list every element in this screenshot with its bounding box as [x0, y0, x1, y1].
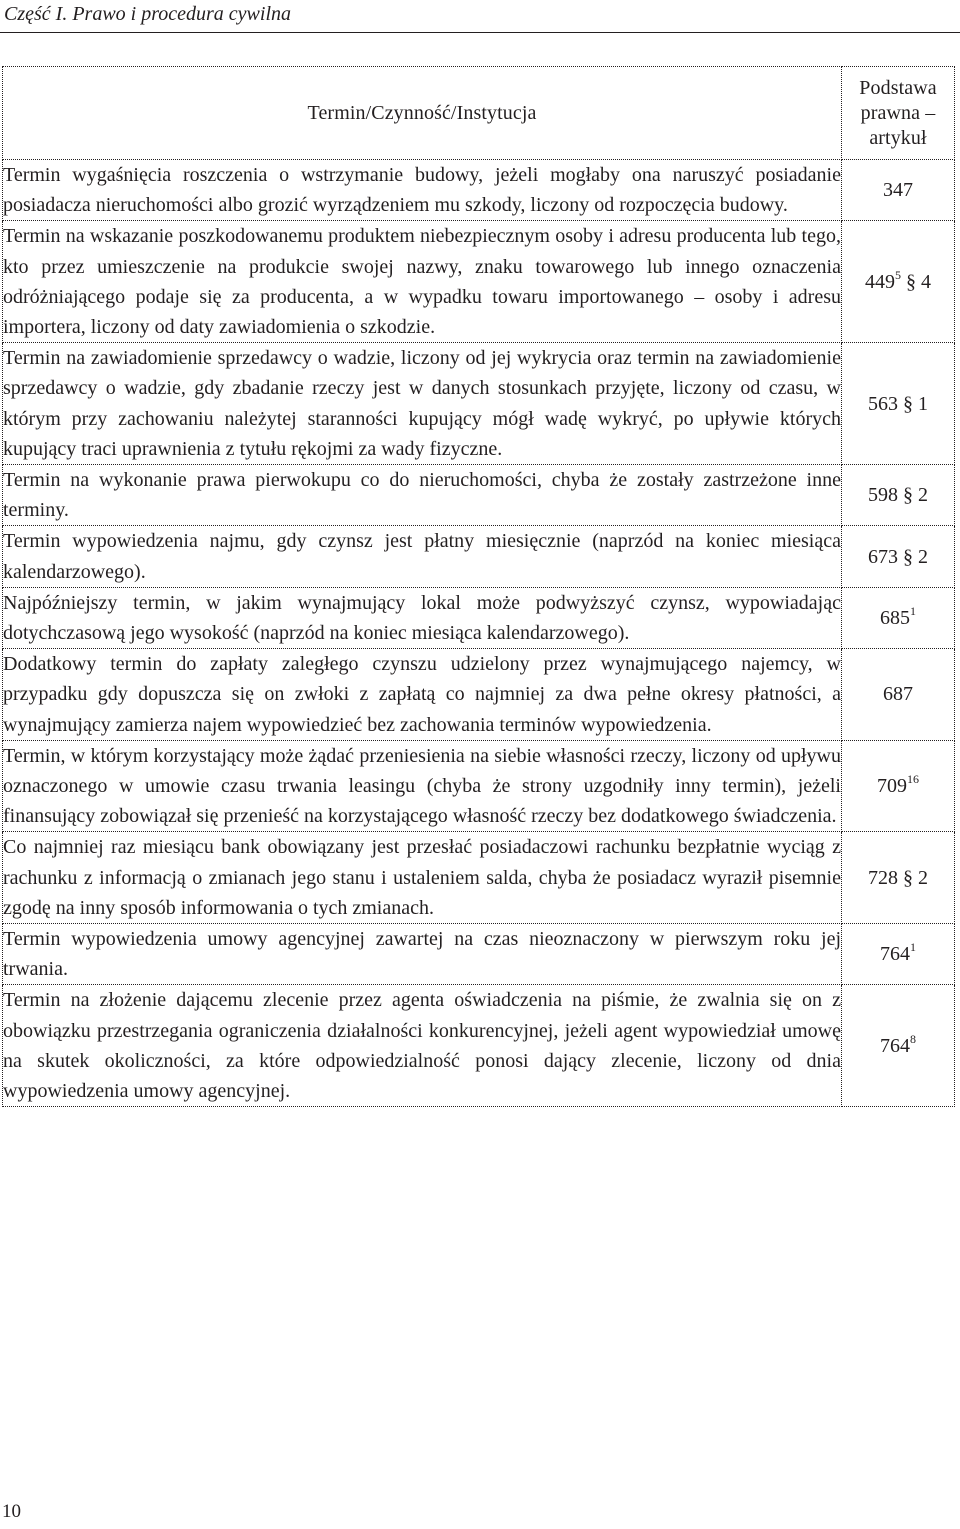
article-number: 728: [868, 866, 898, 889]
legal-basis-cell: [842, 587, 955, 648]
table-row: [3, 465, 955, 526]
term-description: Termin na wykonanie prawa pierwokupu co do nieruchomości, chyba że zostały zastrzeżone inne terminy.: [3, 469, 841, 522]
term-description-cell: [3, 465, 842, 526]
term-description: Termin wygaśnięcia roszczenia o wstrzymanie budowy, jeżeli mogłaby ona naruszyć posiadanie posiadacza nieruchomości albo grozić wyrządzeniem mu szkody, liczony od rozpoczęcia budowy.: [3, 164, 841, 217]
table-row: [3, 924, 955, 985]
article-number: 347: [883, 179, 913, 202]
term-description-cell: [3, 160, 842, 221]
legal-basis-cell: [842, 832, 955, 924]
article-number: 687: [883, 683, 913, 706]
page-number: 10: [2, 1501, 21, 1522]
table-row: [3, 832, 955, 924]
paragraph-number: § 2: [903, 484, 928, 507]
legal-basis-cell: [842, 649, 955, 741]
term-description: Termin wypowiedzenia najmu, gdy czynsz jest płatny miesięcznie (naprzód na koniec miesiąca kalendarzowego).: [3, 530, 841, 583]
article-number: 685: [880, 606, 910, 629]
term-description-cell: [3, 526, 842, 587]
table-row: [3, 740, 955, 832]
article-number: 764: [880, 943, 910, 966]
table-header-row: [3, 67, 955, 160]
article-superscript: 1: [910, 940, 916, 955]
paragraph-number: § 1: [903, 392, 928, 415]
legal-basis-cell: [842, 924, 955, 985]
term-description-cell: [3, 221, 842, 343]
table-row: [3, 526, 955, 587]
running-head: Część I. Prawo i procedura cywilna: [4, 3, 292, 25]
legal-basis-cell: [842, 985, 955, 1107]
article-number: 709: [877, 775, 907, 798]
term-description-cell: [3, 924, 842, 985]
term-description: Termin, w którym korzystający może żądać przeniesienia na siebie własności rzeczy, liczony od upływu oznaczonego w umowie czasu trwania leasingu (chyba że strony uzgodniły inny termin), jeżeli finansujący zobowiązał się przenieść na korzystającego własność rzeczy bez dodatkowego świadczenia.: [3, 744, 841, 828]
article-number: 598: [868, 484, 898, 507]
term-description: Najpóźniejszy termin, w jakim wynajmujący lokal może podwyższyć czynsz, wypowiadając dotychczasową jego wysokość (naprzód na koniec miesiąca kalendarzowego).: [3, 591, 841, 645]
column-header-term: Termin/Czynność/Instytucja: [3, 67, 842, 160]
paragraph-number: § 2: [903, 866, 928, 889]
article-superscript: 1: [910, 603, 916, 618]
article-number: 764: [880, 1034, 910, 1057]
article-number: 449: [865, 270, 895, 293]
article-superscript: 5: [895, 267, 901, 282]
term-description: Dodatkowy termin do zapłaty zaległego czynszu udzielony przez wynajmującego najemcy, w przypadku gdy dopuszcza się on zwłoki z zapłatą co najmniej za dwa pełne okresy płatności, a wynajmujący zamierza najem wypowiedzieć bez zachowania terminów wypowiedzenia.: [3, 653, 841, 736]
legal-basis-cell: [842, 465, 955, 526]
legal-basis-cell: [842, 526, 955, 587]
term-description: Termin na zawiadomienie sprzedawcy o wadzie, liczony od jej wykrycia oraz termin na zawiadomienie sprzedawcy o wadzie, gdy zbadanie rzeczy jest w danych stosunkach przyjęte, liczony od czasu, w którym przy zachowaniu należytej staranności kupujący mógł wadę wykryć, po upływie których kupujący traci uprawnienia z tytułu rękojmi za wady fizyczne.: [3, 347, 841, 460]
basis-header-line-3: artykuł: [869, 126, 927, 149]
terms-table: [2, 66, 955, 1107]
legal-basis-cell: [842, 740, 955, 832]
basis-header-line-1: Podstawa: [859, 76, 937, 99]
table-row: [3, 160, 955, 221]
legal-basis-cell: [842, 160, 955, 221]
term-description-cell: [3, 343, 842, 465]
article-superscript: 8: [910, 1031, 916, 1046]
table-body: [3, 160, 955, 1107]
term-description-cell: [3, 587, 842, 648]
basis-header-line-2: prawna –: [860, 101, 936, 124]
legal-basis-cell: [842, 343, 955, 465]
table-row: [3, 985, 955, 1107]
term-description-cell: [3, 985, 842, 1107]
legal-basis-cell: [842, 221, 955, 343]
article-number: 563: [868, 392, 898, 415]
table-row: [3, 587, 955, 648]
term-description-cell: [3, 649, 842, 741]
term-description-cell: [3, 832, 842, 924]
term-description: Termin na wskazanie poszkodowanemu produktem niebezpiecznym osoby i adresu producenta lub tego, kto przez umieszczenie na produkcie swojej nazwy, znaku towarowego lub innego oznaczenia odróżniającego podaje się za producenta, a w wypadku towaru importowanego – osoby i adresu importera, liczony od daty zawiadomienia o szkodzie.: [3, 225, 841, 339]
paragraph-number: § 2: [903, 545, 928, 568]
article-superscript: 16: [907, 772, 919, 787]
term-description: Co najmniej raz miesiącu bank obowiązany jest przesłać posiadaczowi rachunku bezpłatnie wyciąg z rachunku z informacją o zmianach jego stanu i ustaleniem salda, chyba że posiadacz wyraził pisemnie zgodę na inny sposób informowania o tych zmianach.: [3, 836, 841, 919]
term-description-cell: [3, 740, 842, 832]
table-row: [3, 649, 955, 741]
column-header-basis: [842, 67, 955, 160]
term-description: Termin wypowiedzenia umowy agencyjnej zawartej na czas nieoznaczony w pierwszym roku jej trwania.: [3, 928, 841, 981]
article-number: 673: [868, 545, 898, 568]
table-row: [3, 343, 955, 465]
table-row: [3, 221, 955, 343]
paragraph-number: § 4: [906, 270, 931, 293]
header-rule: [0, 32, 960, 33]
term-description: Termin na złożenie dającemu zlecenie przez agenta oświadczenia na piśmie, że zwalnia się on z obowiązku przestrzegania ograniczenia działalności konkurencyjnej, jeżeli agent wypowiedział umowę na skutek okoliczności, za które odpowiedzialność ponosi dający zlecenie, liczony od dnia wypowiedzenia umowy agencyjnej.: [3, 989, 841, 1103]
